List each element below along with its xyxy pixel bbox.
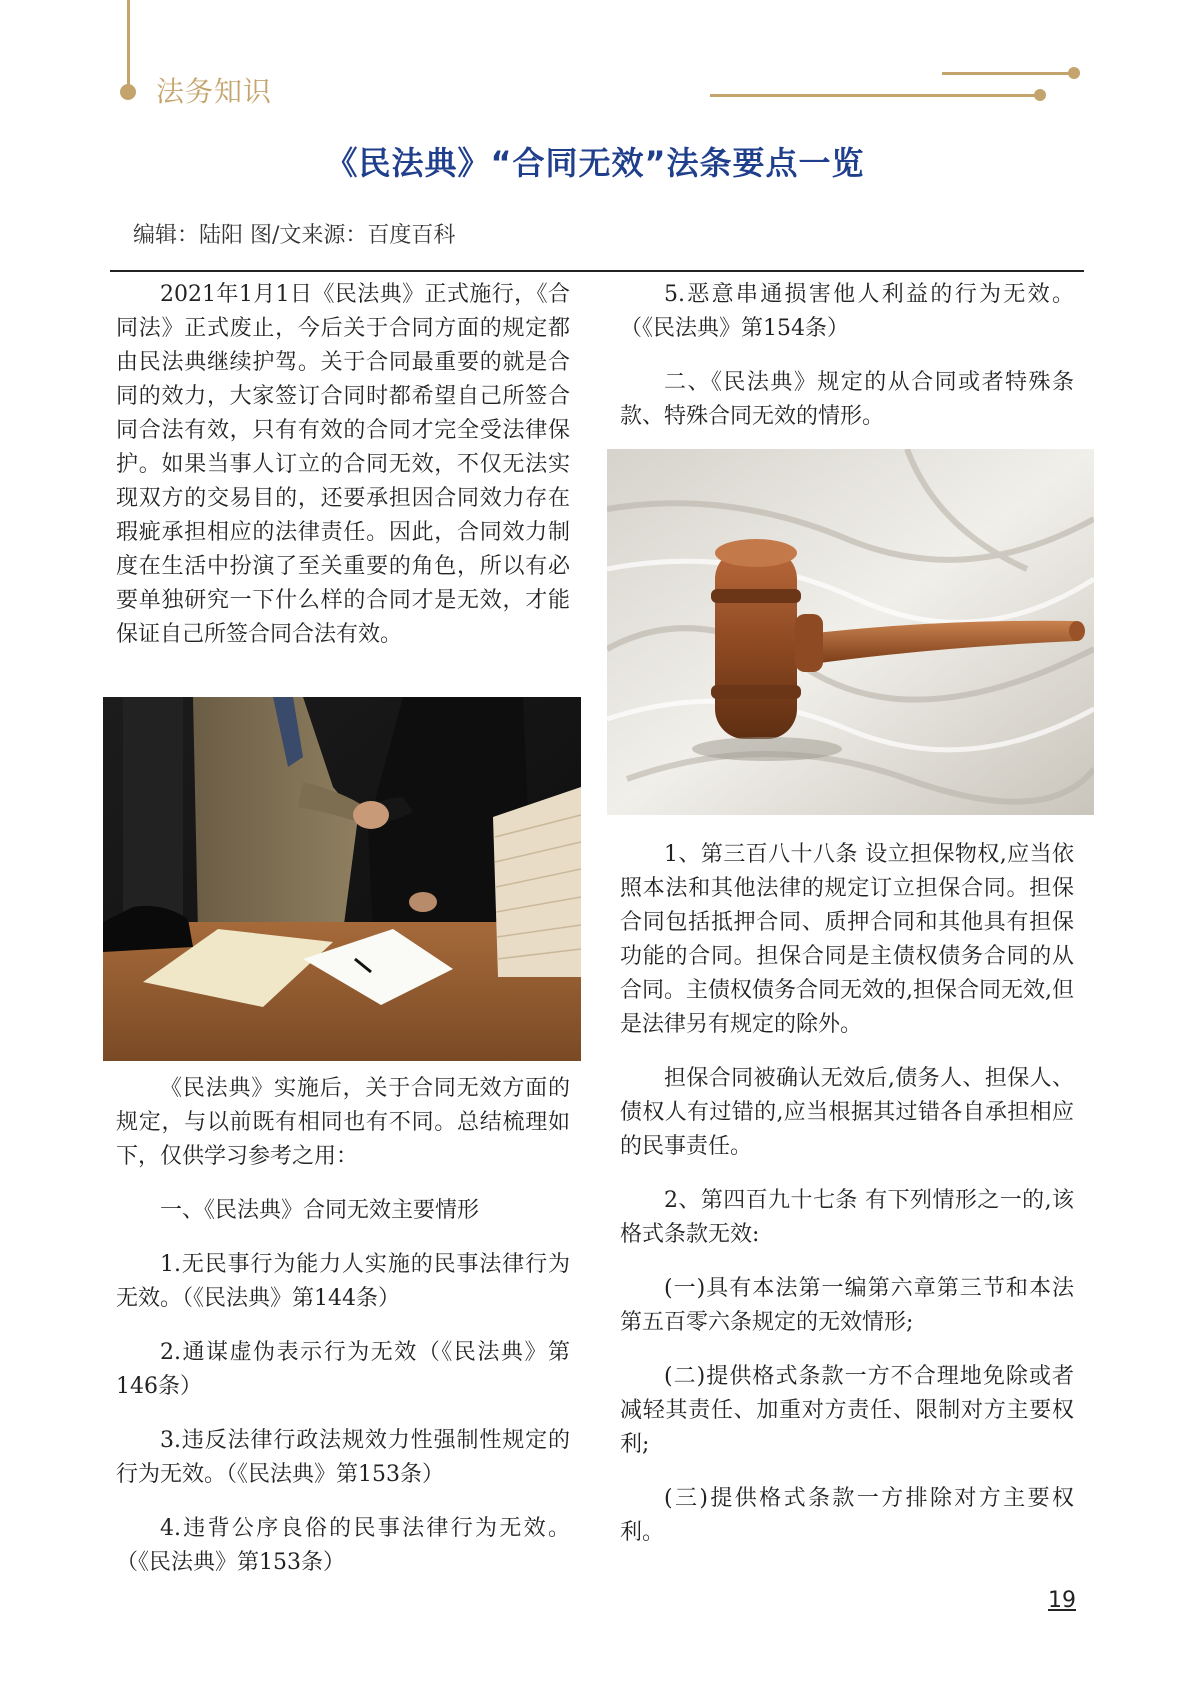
article-title: 《民法典》“合同无效”法条要点一览 <box>325 144 865 182</box>
gavel-photo <box>607 449 1094 815</box>
item-one-paragraph: 1.无民事行为能力人实施的民事法律行为无效。（《民法典》第144条） <box>116 1252 570 1311</box>
clause-three-paragraph: (三)提供格式条款一方排除对方主要权利。 <box>620 1486 1074 1545</box>
right-column-lower <box>620 838 1074 1570</box>
heading-section-two: 二、《民法典》规定的从合同或者特殊条款、特殊合同无效的情形。 <box>620 370 1074 429</box>
item-five-paragraph: 5.恶意串通损害他人利益的行为无效。（《民法典》第154条） <box>620 282 1074 341</box>
item-four-paragraph: 4.违背公序良俗的民事法律行为无效。（《民法典》第153条） <box>116 1516 570 1575</box>
item-three-paragraph: 3.违反法律行政法规效力性强制性规定的行为无效。（《民法典》第153条） <box>116 1428 570 1487</box>
clause-one-paragraph: (一)具有本法第一编第六章第三节和本法第五百零六条规定的无效情形; <box>620 1276 1074 1335</box>
right-column-upper <box>620 278 1074 454</box>
guarantee-liability-paragraph: 担保合同被确认无效后,债务人、担保人、债权人有过错的,应当根据其过错各自承担相应的民事责任。 <box>620 1066 1074 1159</box>
intro-paragraph: 2021年1月1日《民法典》正式施行，《合同法》正式废止，今后关于合同方面的规定都由民法典继续护驾。关于合同最重要的就是合同的效力，大家签订合同时都希望自己所签合同合法有效，只有有效的合同才完全受法律保护。如果当事人订立的合同无效，不仅无法实现双方的交易目的，还要承担因合同效力存在瑕疵承担相应的法律责任。因此，合同效力制度在生活中扮演了至关重要的角色，所以有必要单独研究一下什么样的合同才是无效，才能保证自己所签合同合法有效。 <box>116 282 570 647</box>
article-388-paragraph: 1、第三百八十八条 设立担保物权,应当依照本法和其他法律的规定订立担保合同。担保合同包括抵押合同、质押合同和其他具有担保功能的合同。担保合同是主债权债务合同的从合同。主债权债务合同无效的,担保合同无效,但是法律另有规定的除外。 <box>620 842 1074 1037</box>
header-dot-lower <box>1034 89 1046 101</box>
item-two-paragraph: 2.通谋虚伪表示行为无效（《民法典》第146条） <box>116 1340 570 1399</box>
summary-paragraph: 《民法典》实施后，关于合同无效方面的规定，与以前既有相同也有不同。总结梳理如下，仅供学习参考之用： <box>116 1076 570 1169</box>
header-line-upper <box>942 72 1072 75</box>
left-column-lower <box>116 1072 570 1600</box>
left-column-upper <box>116 278 570 672</box>
section-tag: 法务知识 <box>156 75 273 108</box>
header-line-lower <box>710 94 1040 97</box>
header-dot-left <box>120 84 136 100</box>
article-byline: 编辑：陆阳 图/文来源：百度百科 <box>133 223 456 248</box>
article-497-paragraph: 2、第四百九十七条 有下列情形之一的,该格式条款无效: <box>620 1188 1074 1247</box>
heading-section-one: 一、《民法典》合同无效主要情形 <box>160 1198 480 1223</box>
header-vertical-line <box>127 0 130 88</box>
header-dot-upper <box>1068 67 1080 79</box>
handshake-photo <box>103 697 581 1061</box>
clause-two-paragraph: (二)提供格式条款一方不合理地免除或者减轻其责任、加重对方责任、限制对方主要权利; <box>620 1364 1074 1457</box>
page-number: 19 <box>1048 1588 1076 1613</box>
title-divider <box>110 270 1084 272</box>
